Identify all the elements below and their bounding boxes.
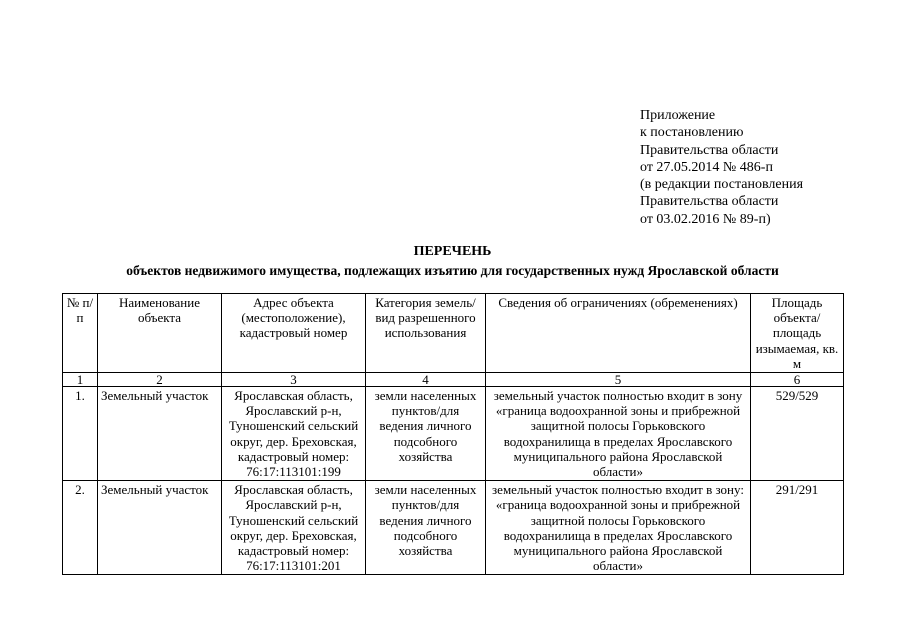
header-cell: Категория земель/ вид разрешенного использования xyxy=(366,294,486,373)
object-name: Земельный участок xyxy=(98,481,222,575)
header-cell: Площадь объекта/ площадь изымаемая, кв. м xyxy=(751,294,844,373)
column-number: 3 xyxy=(222,373,366,387)
row-number: 2. xyxy=(63,481,98,575)
object-address: Ярославская область, Ярославский р-н, Туношенский сельский округ, дер. Бреховская, кадастровый номер: 76:17:113101:199 xyxy=(222,387,366,481)
appendix-block xyxy=(640,107,803,228)
property-table xyxy=(62,293,844,575)
area: 529/529 xyxy=(751,387,844,481)
table-header-row xyxy=(63,294,844,373)
document-title: ПЕРЕЧЕНЬ xyxy=(413,244,492,259)
table-row xyxy=(63,481,844,575)
land-category: земли населенных пунктов/для ведения личного подсобного хозяйства xyxy=(366,387,486,481)
column-number: 6 xyxy=(751,373,844,387)
header-cell: Наименование объекта xyxy=(98,294,222,373)
column-number: 1 xyxy=(63,373,98,387)
appendix-line: к постановлению xyxy=(640,125,744,141)
header-cell: № п/п xyxy=(63,294,98,373)
object-name: Земельный участок xyxy=(98,387,222,481)
area: 291/291 xyxy=(751,481,844,575)
restrictions: земельный участок полностью входит в зону: «граница водоохранной зоны и прибрежной защитной полосы Горьковского водохранилища в пределах Ярославского муниципального района Ярославской области» xyxy=(486,481,751,575)
header-cell: Адрес объекта (местоположение), кадастровый номер xyxy=(222,294,366,373)
column-number: 4 xyxy=(366,373,486,387)
header-cell: Сведения об ограничениях (обременениях) xyxy=(486,294,751,373)
appendix-line: Правительства области xyxy=(640,194,779,210)
object-address: Ярославская область, Ярославский р-н, Туношенский сельский округ, дер. Бреховская, кадастровый номер: 76:17:113101:201 xyxy=(222,481,366,575)
table-row xyxy=(63,387,844,481)
row-number: 1. xyxy=(63,387,98,481)
appendix-line: (в редакции постановления xyxy=(640,177,804,193)
land-category: земли населенных пунктов/для ведения личного подсобного хозяйства xyxy=(366,481,486,575)
column-number: 5 xyxy=(486,373,751,387)
column-number: 2 xyxy=(98,373,222,387)
column-number-row xyxy=(63,373,844,387)
appendix-line: от 27.05.2014 № 486-п xyxy=(640,159,773,175)
restrictions: земельный участок полностью входит в зону «граница водоохранной зоны и прибрежной защитной полосы Горьковского водохранилища в пределах Ярославского муниципального района Ярославской области» xyxy=(486,387,751,481)
appendix-line: от 03.02.2016 № 89-п) xyxy=(640,211,771,227)
document-subtitle: объектов недвижимого имущества, подлежащих изъятию для государственных нужд Ярославской области xyxy=(126,263,779,278)
appendix-line: Правительства области xyxy=(640,142,779,158)
appendix-line: Приложение xyxy=(640,108,716,123)
